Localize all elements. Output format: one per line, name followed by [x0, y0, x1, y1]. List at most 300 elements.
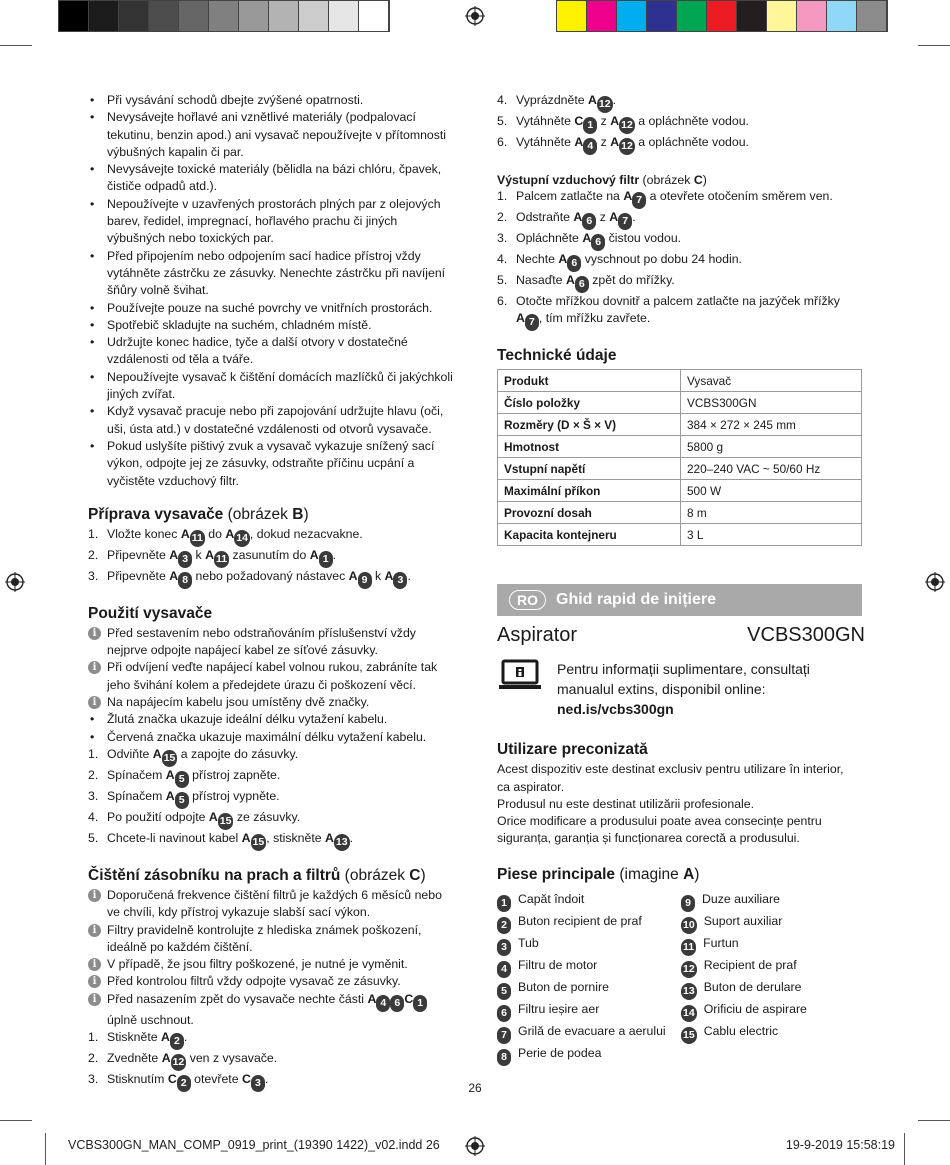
- bullet-item: [88, 92, 458, 109]
- bullet-item: [88, 729, 458, 746]
- clean-info-extra: [88, 991, 458, 1029]
- step-number: 6.: [497, 135, 508, 149]
- spec-row: [498, 524, 862, 546]
- step-item: [497, 251, 865, 272]
- online-manual-note: [497, 659, 865, 719]
- step-text: Vytáhněte: [516, 114, 575, 128]
- part-number-badge: 2: [497, 917, 511, 934]
- use-bullet-list: [88, 711, 458, 746]
- bullet-item: [88, 403, 458, 438]
- part-number-badge: 12: [681, 961, 697, 978]
- step-text: .: [632, 210, 636, 224]
- product-name: Aspirator: [497, 624, 578, 647]
- step-number: 5.: [88, 830, 99, 845]
- registration-mark-icon: [5, 572, 25, 592]
- info-item: [88, 887, 458, 922]
- color-swatch: [767, 1, 797, 31]
- part-number-badge: 9: [358, 572, 372, 589]
- part-number-badge: 3: [251, 1075, 265, 1092]
- info-item: [88, 694, 458, 711]
- step-text: Používejte pouze na suché povrchy ve vnitřních prostorách.: [107, 300, 433, 315]
- info-icon: • i: [88, 975, 101, 988]
- step-text: Palcem zatlačte na: [516, 189, 624, 203]
- safety-list: [88, 92, 458, 490]
- gray-color-bar: [58, 0, 390, 32]
- part-number-badge: 2: [177, 1075, 191, 1092]
- step-number: 4.: [497, 252, 508, 266]
- part-letter: A: [152, 746, 162, 761]
- page-number: 26: [468, 1081, 482, 1095]
- bullet-item: [88, 317, 458, 334]
- part-letter: C: [167, 1071, 177, 1086]
- part-number-badge: 4: [376, 995, 390, 1012]
- right-column: [497, 92, 865, 1066]
- step-text: .: [407, 568, 411, 583]
- step-item: [88, 830, 458, 851]
- step-text: V případě, že jsou filtry poškozené, je nutné je vyměnit.: [107, 957, 408, 972]
- step-text: zpět do mřížky.: [588, 273, 675, 287]
- spec-value: 5800 g: [681, 436, 862, 458]
- color-swatch: [677, 1, 707, 31]
- step-item: [88, 767, 458, 788]
- use-info-list: [88, 625, 458, 711]
- part-name: Filtru de motor: [518, 957, 598, 972]
- step-text: Nasaďte: [516, 273, 566, 287]
- part-number-badge: 12: [619, 117, 635, 134]
- part-name: Orificiu de aspirare: [703, 1001, 807, 1016]
- clean-heading: Čištění zásobníku na prach a filtrů (obrázek C): [88, 866, 426, 884]
- part-letter: A: [169, 568, 179, 583]
- step-text: a opláchněte vodou.: [634, 114, 749, 128]
- color-swatch: [59, 1, 89, 31]
- tech-heading: Technické údaje: [497, 347, 617, 365]
- online-text-line: Pentru informații suplimentare, consultați: [557, 661, 810, 678]
- part-item: [681, 912, 865, 934]
- usage-line: siguranța, garanția și funcționarea corectă a produsului.: [497, 831, 800, 846]
- part-number-badge: 7: [632, 192, 646, 209]
- parts-list: [497, 890, 865, 1066]
- part-name: Suport auxiliar: [703, 913, 783, 928]
- part-number-badge: 4: [583, 138, 597, 155]
- part-name: Duze auxiliare: [702, 891, 780, 906]
- part-number-badge: 7: [497, 1027, 511, 1044]
- color-swatch: [299, 1, 329, 31]
- registration-mark-icon: [465, 1136, 485, 1156]
- spec-value: 384 × 272 × 245 mm: [681, 414, 862, 436]
- step-text: Na napájecím kabelu jsou umístěny dvě značky.: [107, 695, 370, 710]
- step-text: Stiskněte: [107, 1029, 161, 1044]
- crop-mark: [918, 45, 950, 46]
- spec-row: [498, 414, 862, 436]
- step-text: , dokud nezacvakne.: [249, 526, 363, 541]
- step-text: Odstraňte: [516, 210, 574, 224]
- usage-heading: Utilizare preconizată: [497, 741, 648, 759]
- part-name: Filtru ieșire aer: [518, 1001, 600, 1016]
- step-item: [88, 809, 458, 830]
- part-name: Grilă de evacuare a aerului: [518, 1023, 666, 1038]
- spec-key: Kapacita kontejneru: [498, 524, 681, 546]
- part-number-badge: 1: [497, 895, 511, 912]
- manual-url-link[interactable]: ned.is/vcbs300gn: [557, 701, 674, 718]
- step-text: .: [612, 93, 617, 107]
- part-number-badge: 12: [597, 96, 613, 113]
- part-letter: A: [565, 273, 575, 287]
- step-text: a otevřete otočením směrem ven.: [646, 189, 833, 203]
- bullet-item: [88, 109, 458, 161]
- part-number-badge: 6: [591, 234, 605, 251]
- color-swatch: [269, 1, 299, 31]
- info-icon: • i: [88, 889, 101, 902]
- step-text: Před kontrolou filtrů vždy odpojte vysavač ze zásuvky.: [107, 974, 401, 989]
- step-text: k: [192, 547, 206, 562]
- part-number-badge: 3: [497, 939, 511, 956]
- color-swatch: [149, 1, 179, 31]
- spec-value: 220–240 VAC ~ 50/60 Hz: [681, 458, 862, 480]
- part-number-badge: 15: [218, 813, 234, 830]
- spec-value: 8 m: [681, 502, 862, 524]
- step-text: Vyprázdněte: [516, 93, 589, 107]
- part-number-badge: 9: [681, 895, 695, 912]
- part-letter: A: [573, 210, 583, 224]
- step-text: Spínačem: [107, 767, 166, 782]
- spec-value: VCBS300GN: [681, 392, 862, 414]
- part-name: Furtun: [703, 935, 739, 950]
- model-number: VCBS300GN: [747, 624, 865, 647]
- part-number-badge: 15: [162, 750, 178, 767]
- step-number: 5.: [497, 273, 508, 287]
- step-text: přístroj zapněte.: [188, 767, 281, 782]
- info-item: [88, 922, 458, 957]
- step-text: Vytáhněte: [516, 135, 575, 149]
- step-item: [88, 547, 458, 568]
- part-letter: A: [558, 252, 568, 266]
- part-letter: A: [161, 1050, 171, 1065]
- step-text: zasunutím do: [229, 547, 310, 562]
- part-item: [681, 1022, 865, 1044]
- part-number-badge: 11: [214, 551, 229, 568]
- color-swatch: [119, 1, 149, 31]
- spec-key: Rozměry (D × Š × V): [498, 414, 681, 436]
- bullet-item: [88, 196, 458, 248]
- info-icon: • i: [88, 627, 101, 640]
- part-letter: A: [241, 830, 251, 845]
- info-item: [88, 625, 458, 660]
- step-item: [497, 92, 865, 113]
- part-number-badge: 11: [190, 530, 205, 547]
- cmyk-color-bar: [556, 0, 888, 32]
- registration-mark-icon: [465, 6, 485, 26]
- part-name: Perie de podea: [518, 1045, 602, 1060]
- part-item: [497, 978, 681, 1000]
- part-number-badge: 6: [575, 276, 589, 293]
- part-item: [681, 956, 865, 978]
- spec-key: Provozní dosah: [498, 502, 681, 524]
- part-item: [497, 912, 681, 934]
- part-item: [497, 890, 681, 912]
- step-item: [88, 1050, 458, 1071]
- usage-line: Acest dispozitiv este destinat exclusiv pentru utilizare în interior,: [497, 762, 844, 777]
- left-column: [88, 92, 458, 1092]
- bullet-item: [88, 300, 458, 317]
- part-letter: C: [241, 1071, 251, 1086]
- usage-line: ca aspirator.: [497, 779, 564, 794]
- registration-mark-icon: [925, 572, 945, 592]
- step-text: otevřete: [190, 1071, 242, 1086]
- laptop-info-icon: [497, 659, 543, 693]
- part-letter: A: [208, 809, 218, 824]
- step-text: Nechte: [516, 252, 559, 266]
- step-text: Stisknutím: [107, 1071, 168, 1086]
- spec-row: [498, 436, 862, 458]
- spec-value: Vysavač: [681, 370, 862, 392]
- step-number: 4.: [88, 809, 99, 824]
- part-number-badge: 10: [681, 917, 697, 934]
- footer-file-name: VCBS300GN_MAN_COMP_0919_print_(19390 1422)_v02.indd 26: [68, 1138, 440, 1152]
- step-text: Připevněte: [107, 547, 170, 562]
- bullet-item: [88, 334, 458, 369]
- part-letter: A: [165, 788, 175, 803]
- color-swatch: [359, 1, 389, 31]
- part-number-badge: 12: [171, 1054, 187, 1071]
- part-number-badge: 13: [334, 834, 350, 851]
- part-letter: A: [165, 767, 175, 782]
- step-text: přístroj vypněte.: [188, 788, 280, 803]
- step-number: 4.: [497, 93, 508, 107]
- spec-row: [498, 480, 862, 502]
- spec-row: [498, 502, 862, 524]
- step-item: [497, 230, 865, 251]
- step-text: Chcete-li navinout kabel: [107, 830, 242, 845]
- step-number: 1.: [88, 526, 99, 541]
- footer-timestamp: 19-9-2019 15:58:19: [785, 1138, 895, 1152]
- step-text: Po použití odpojte: [107, 809, 209, 824]
- spec-key: Vstupní napětí: [498, 458, 681, 480]
- filter-heading: Výstupní vzduchový filtr (obrázek C): [497, 173, 707, 187]
- step-text: Odviňte: [107, 746, 153, 761]
- part-letter: A: [384, 568, 394, 583]
- spec-row: [498, 458, 862, 480]
- part-item: [681, 978, 865, 1000]
- part-item: [497, 934, 681, 956]
- crop-mark: [918, 1120, 950, 1121]
- step-number: 3.: [88, 1071, 99, 1086]
- spec-key: Číslo položky: [498, 392, 681, 414]
- color-swatch: [587, 1, 617, 31]
- step-text: ze zásuvky.: [233, 809, 301, 824]
- step-item: [88, 788, 458, 809]
- usage-text: [497, 761, 865, 847]
- color-swatch: [239, 1, 269, 31]
- usage-line: Orice modificare a produsului poate avea consecințe pentru: [497, 814, 822, 829]
- step-text: a zapojte do zásuvky.: [177, 746, 299, 761]
- color-swatch: [617, 1, 647, 31]
- part-number-badge: 5: [497, 983, 511, 1000]
- step-item: 6. Otočte mřížkou dovnitř a palcem zatlačte na jazýček mřížky A 7 , tím mřížku zavřete.: [497, 293, 865, 331]
- step-text: z: [597, 135, 611, 149]
- step-text: čistou vodou.: [605, 231, 682, 245]
- step-text: Opláchněte: [516, 231, 583, 245]
- part-letter: A: [588, 93, 597, 107]
- step-text: Žlutá značka ukazuje ideální délku vytažení kabelu.: [107, 712, 388, 727]
- part-item: [497, 1000, 681, 1022]
- part-name: Cablu electric: [703, 1023, 779, 1038]
- color-swatch: [179, 1, 209, 31]
- step-number: 3.: [88, 568, 99, 583]
- crop-mark: [45, 1133, 46, 1165]
- step-text: Před sestavením nebo odstraňováním příslušenství vždy nejprve odpojte napájecí kabel ze síťové zásuvky.: [107, 625, 416, 658]
- step-text: vyschnout po dobu 24 hodin.: [581, 252, 742, 266]
- part-item: [681, 1000, 865, 1022]
- color-swatch: [557, 1, 587, 31]
- info-icon: • i: [88, 661, 101, 674]
- parts-heading: Piese principale (imagine A): [497, 865, 700, 883]
- color-swatch: [89, 1, 119, 31]
- part-number-badge: 1: [583, 117, 597, 134]
- step-text: Červená značka ukazuje maximální délku vytažení kabelu.: [107, 729, 427, 744]
- info-icon: • i: [88, 924, 101, 937]
- spec-row: [498, 370, 862, 392]
- step-number: 1.: [497, 189, 508, 203]
- part-number-badge: 15: [251, 834, 267, 851]
- part-letter: A: [309, 547, 319, 562]
- color-swatch: [647, 1, 677, 31]
- step-text: Zvedněte: [107, 1050, 162, 1065]
- quick-start-title: Ghid rapid de inițiere: [556, 591, 717, 609]
- part-letter: A: [180, 526, 190, 541]
- step-item: [88, 526, 458, 547]
- step-text: , stiskněte: [266, 830, 326, 845]
- part-number-badge: 1: [319, 551, 333, 568]
- step-text: Nevysávejte toxické materiály (bělidla na bázi chlóru, čpavek, čističe odpadů atd.).: [107, 162, 442, 194]
- clean-steps-continued: [497, 92, 865, 155]
- step-text: z: [596, 210, 610, 224]
- part-letter: A: [325, 830, 334, 845]
- part-number-badge: 8: [178, 572, 192, 589]
- spec-table: [497, 369, 862, 546]
- step-text: Při vysávání schodů dbejte zvýšené opatrnosti.: [107, 93, 364, 107]
- spec-value: 500 W: [681, 480, 862, 502]
- color-swatch: [827, 1, 857, 31]
- step-item: [497, 134, 865, 155]
- step-text: a opláchněte vodou.: [634, 135, 749, 149]
- step-text: Při odvíjení veďte napájecí kabel volnou rukou, zabráníte tak jeho švihání kolem a předejdete úrazu či poškození věcí.: [107, 660, 438, 692]
- part-letter: A: [225, 526, 235, 541]
- clean-info-list: [88, 887, 458, 991]
- step-text: Spínačem: [107, 788, 166, 803]
- step-item: [497, 209, 865, 230]
- step-number: 2.: [497, 210, 508, 224]
- step-text: Připevněte: [107, 568, 170, 583]
- part-letter: A: [610, 135, 620, 149]
- step-text: do: [204, 526, 226, 541]
- part-letter: A: [169, 547, 179, 562]
- step-number: 2.: [88, 767, 99, 782]
- step-number: 2.: [88, 1050, 99, 1065]
- step-text: Vložte konec: [107, 526, 181, 541]
- step-text: Filtry pravidelně kontrolujte z hlediska známek poškození, ideálně po každém čištění.: [107, 922, 422, 954]
- part-item: [681, 934, 865, 956]
- crop-mark: [0, 1120, 32, 1121]
- info-item: [88, 659, 458, 694]
- info-icon: • i: [88, 993, 101, 1006]
- prep-steps: [88, 526, 458, 589]
- part-name: Buton recipient de praf: [518, 913, 642, 928]
- step-item: [497, 272, 865, 293]
- info-item: • i Před nasazením zpět do vysavače nechte části A 4 6 C 1 úplně uschnout.: [88, 991, 458, 1029]
- color-swatch: [209, 1, 239, 31]
- step-item: [497, 188, 865, 209]
- step-text: Před připojením nebo odpojením sací hadice přístroj vždy vytáhněte zástrčku ze zásuvky. Nenechte zástrčku při navíjení šňůry volně švihat.: [107, 248, 446, 298]
- bullet-item: [88, 438, 458, 490]
- info-item: [88, 973, 458, 990]
- step-item: [497, 113, 865, 134]
- info-icon: • i: [88, 958, 101, 971]
- step-text: .: [349, 830, 354, 845]
- part-letter: A: [609, 210, 619, 224]
- step-text: Pokud uslyšíte pištivý zvuk a vysavač vykazuje snížený sací výkon, odpojte jej ze zásuvky, odstraňte příčinu ucpání a vyčistěte vzduchový filtr.: [107, 438, 435, 488]
- part-number-badge: 7: [618, 213, 632, 230]
- use-steps: [88, 746, 458, 851]
- step-number: 1.: [88, 1029, 99, 1044]
- step-text: ven z vysavače.: [186, 1050, 278, 1065]
- part-letter: A: [623, 189, 633, 203]
- part-letter: A: [574, 135, 584, 149]
- bullet-item: [88, 369, 458, 404]
- part-number-badge: 11: [681, 939, 696, 956]
- step-number: 3.: [88, 788, 99, 803]
- filter-step-6: [497, 293, 865, 331]
- step-text: .: [332, 547, 337, 562]
- part-number-badge: 2: [170, 1033, 184, 1050]
- color-swatch: [707, 1, 737, 31]
- part-number-badge: 15: [681, 1027, 697, 1044]
- bullet-item: [88, 161, 458, 196]
- spec-key: Maximální příkon: [498, 480, 681, 502]
- step-number: 3.: [497, 231, 508, 245]
- step-text: .: [183, 1029, 188, 1044]
- part-number-badge: 8: [497, 1049, 511, 1066]
- step-text: Nepoužívejte v uzavřených prostorách plných par z olejových barev, ředidel, impregnací, hořlavého prachu či jiných výbušných nebo toxických par.: [107, 196, 441, 246]
- product-row: [497, 624, 865, 647]
- part-letter: A: [610, 114, 620, 128]
- step-text: Udržujte konec hadice, tyče a další otvory v dostatečné vzdálenosti od těla a tváře.: [107, 335, 408, 367]
- part-name: Buton de pornire: [518, 979, 609, 994]
- part-letter: C: [574, 114, 584, 128]
- color-swatch: [857, 1, 887, 31]
- spec-value: 3 L: [681, 524, 862, 546]
- part-item: [681, 890, 865, 912]
- part-number-badge: 14: [234, 530, 250, 547]
- part-number-badge: 3: [178, 551, 192, 568]
- part-letter: A: [582, 231, 592, 245]
- part-name: Tub: [518, 935, 539, 950]
- part-name: Recipient de praf: [703, 957, 797, 972]
- part-letter: A: [205, 547, 214, 562]
- spec-row: [498, 392, 862, 414]
- use-heading: Použití vysavače: [88, 604, 213, 622]
- crop-mark: [904, 1133, 905, 1165]
- part-number-badge: 14: [681, 1005, 697, 1022]
- part-number-badge: 6: [390, 995, 404, 1012]
- ro-quick-start-band: [497, 584, 862, 616]
- step-text: Nepoužívejte vysavač k čištění domácích mazlíčků či jakýchkoli jiných zvířat.: [107, 369, 453, 402]
- step-text: Spotřebič skladujte na suchém, chladném místě.: [107, 317, 372, 332]
- step-text: Doporučená frekvence čištění filtrů je každých 6 měsíců nebo ve chvíli, kdy přístroj vykazuje slabší sací výkon.: [107, 887, 442, 920]
- language-badge: RO: [509, 590, 546, 610]
- spec-key: Hmotnost: [498, 436, 681, 458]
- step-number: 2.: [88, 547, 99, 562]
- step-text: .: [264, 1071, 269, 1086]
